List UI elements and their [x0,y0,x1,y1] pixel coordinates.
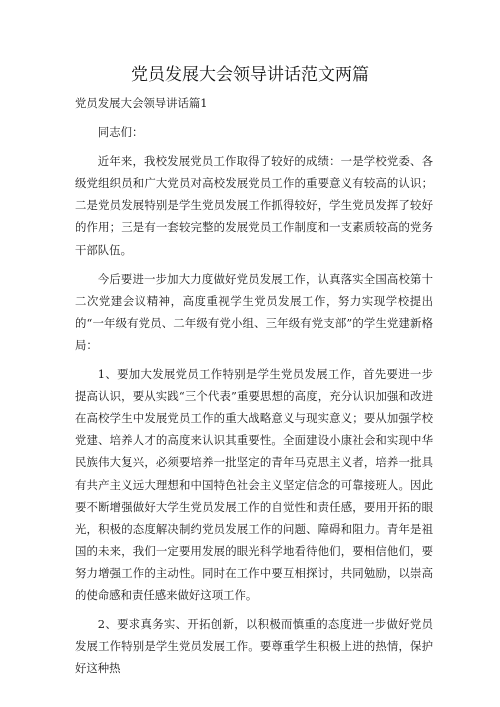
paragraph-1: 近年来，我校发展党员工作取得了较好的成绩：一是学校党委、各级党组织员和广大党员对高校发展党员工作的重要意义有较高的认识；二是党员发展特别是学生党员发展工作抓得较好，学生党员发挥了较好的作用；三是有一套较完整的发展党员工作制度和一支素质较高的党务干部队伍。 [75,154,433,257]
section-subtitle: 党员发展大会领导讲话篇1 [75,96,208,110]
paragraph-4: 2、要求真务实、开拓创新，以积极而慎重的态度进一步做好党员发展工作特别是学生党员发展工作。要尊重学生积极上进的热情，保护好这种热 [75,617,433,676]
greeting: 同志们： [97,125,144,140]
document-body [75,92,433,686]
paragraph-3: 1、要加大发展党员工作特别是学生党员发展工作，首先要进一步提高认识，要从实践“三个代表”重要思想的高度，充分认识加强和改进在高校学生中发展党员工作的重大战略意义与现实意义；要从加强学校党建、培养人才的高度来认识其重要性。全面建设小康社会和实现中华民族伟大复兴，必须要培养一批坚定的青年马克思主义者，培养一批具有共产主义远大理想和中国特色社会主义坚定信念的可靠接班人。因此要不断增强做好大学生党员发展工作的自觉性和责任感，要用开拓的眼光，积极的态度解决制约党员发展工作的问题、障碍和阻力。青年是祖国的未来，我们一定要用发展的眼光科学地看待他们，要相信他们，要努力增强工作的主动性。同时在工作中要互相探讨，共同勉励，以崇高的使命感和责任感来做好这项工作。 [75,367,433,602]
paragraph-2: 今后要进一步加大力度做好党员发展工作，认真落实全国高校第十二次党建会议精神，高度重视学生党员发展工作，努力实现学校提出的“一年级有党员、二年级有党小组、三年级有党支部”的学生党建新格局： [75,271,433,352]
document-title: 党员发展大会领导讲话范文两篇 [131,65,369,85]
